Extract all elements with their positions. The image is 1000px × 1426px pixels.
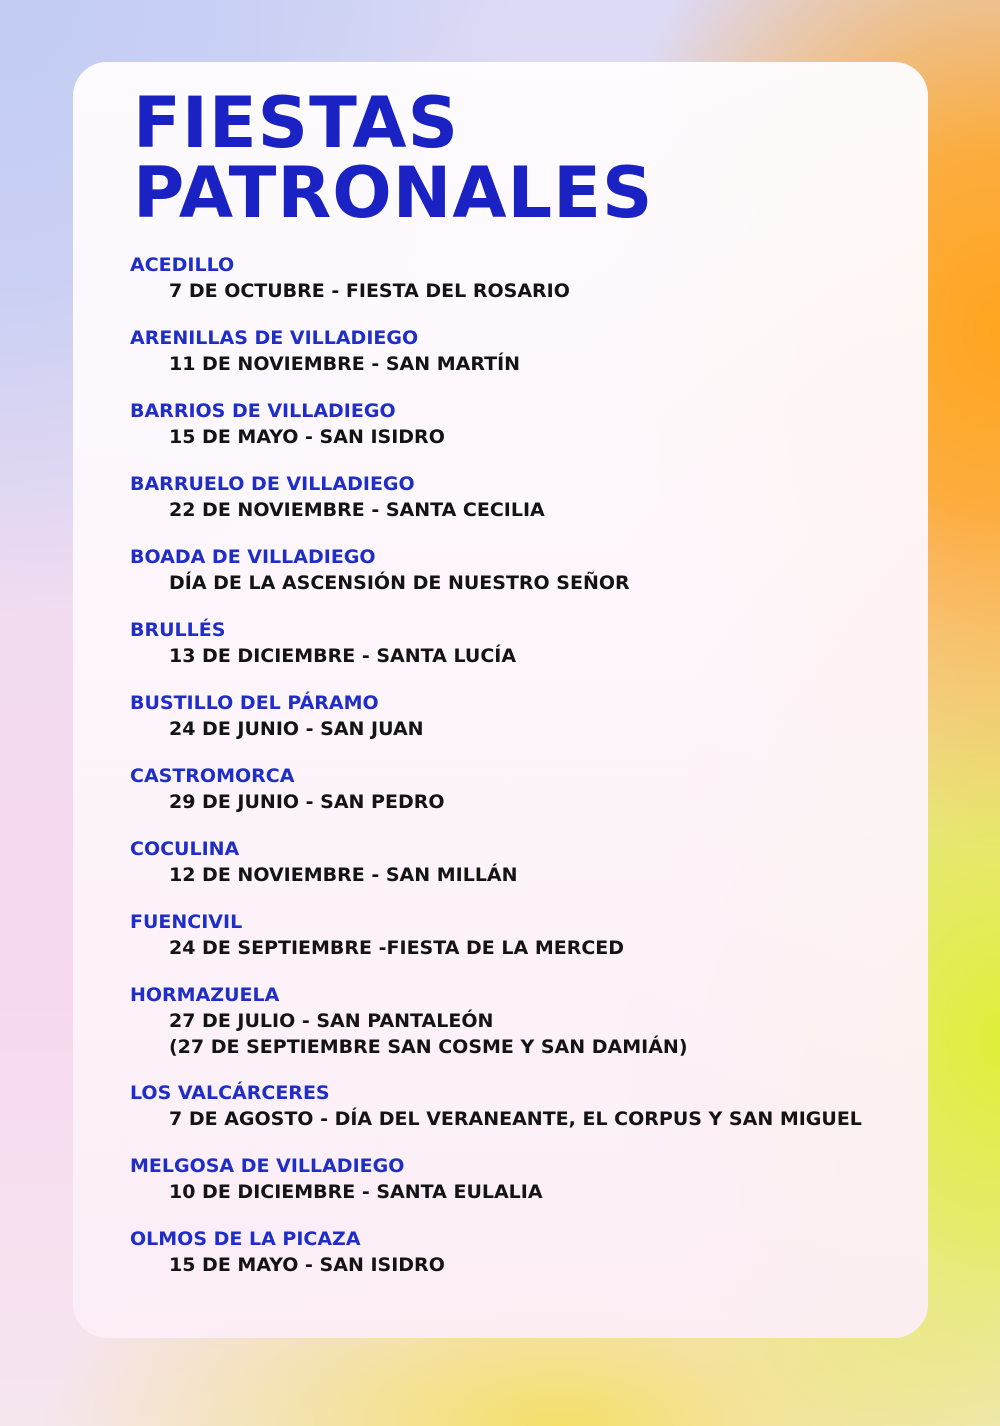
list-item [130,471,910,544]
town-name: BARRIOS DE VILLADIEGO [130,400,396,422]
list-item [130,1080,910,1153]
list-item [130,909,910,982]
list-item [130,836,910,909]
town-name: FUENCIVIL [130,911,243,933]
feast-date: DÍA DE LA ASCENSIÓN DE NUESTRO SEÑOR [169,572,630,594]
town-name: ARENILLAS DE VILLADIEGO [130,327,419,349]
list-item [130,617,910,690]
town-name: BRULLÉS [130,619,226,641]
feast-date: 24 DE SEPTIEMBRE -FIESTA DE LA MERCED [169,937,625,959]
list-item [130,252,910,325]
town-name: BOADA DE VILLADIEGO [130,546,376,568]
town-name: BARRUELO DE VILLADIEGO [130,473,415,495]
list-item [130,398,910,471]
town-name: MELGOSA DE VILLADIEGO [130,1155,405,1177]
town-name: COCULINA [130,838,240,860]
feast-date: 10 DE DICIEMBRE - SANTA EULALIA [169,1181,543,1203]
page-title [133,82,654,234]
feast-date: 7 DE OCTUBRE - FIESTA DEL ROSARIO [169,280,570,302]
list-item [130,763,910,836]
title-line-2: PATRONALES [133,152,654,234]
town-name: ACEDILLO [130,254,235,276]
list-item [130,1226,910,1299]
fiestas-list [130,252,910,1299]
feast-date: 22 DE NOVIEMBRE - SANTA CECILIA [169,499,545,521]
list-item [130,982,910,1080]
feast-date-extra: (27 DE SEPTIEMBRE SAN COSME Y SAN DAMIÁN) [169,1036,688,1058]
feast-date: 24 DE JUNIO - SAN JUAN [169,718,424,740]
town-name: LOS VALCÁRCERES [130,1082,330,1104]
feast-date: 15 DE MAYO - SAN ISIDRO [169,1254,445,1276]
list-item [130,690,910,763]
feast-date: 27 DE JULIO - SAN PANTALEÓN [169,1010,494,1032]
feast-date: 12 DE NOVIEMBRE - SAN MILLÁN [169,864,518,886]
list-item [130,1153,910,1226]
feast-date: 11 DE NOVIEMBRE - SAN MARTÍN [169,353,521,375]
feast-date: 15 DE MAYO - SAN ISIDRO [169,426,445,448]
title-line-1: FIESTAS [133,82,459,164]
feast-date: 29 DE JUNIO - SAN PEDRO [169,791,445,813]
feast-date: 7 DE AGOSTO - DÍA DEL VERANEANTE, EL CORPUS Y SAN MIGUEL [169,1108,862,1130]
feast-date: 13 DE DICIEMBRE - SANTA LUCÍA [169,645,517,667]
list-item [130,544,910,617]
list-item [130,325,910,398]
town-name: CASTROMORCA [130,765,295,787]
town-name: BUSTILLO DEL PÁRAMO [130,692,379,714]
town-name: HORMAZUELA [130,984,280,1006]
town-name: OLMOS DE LA PICAZA [130,1228,361,1250]
